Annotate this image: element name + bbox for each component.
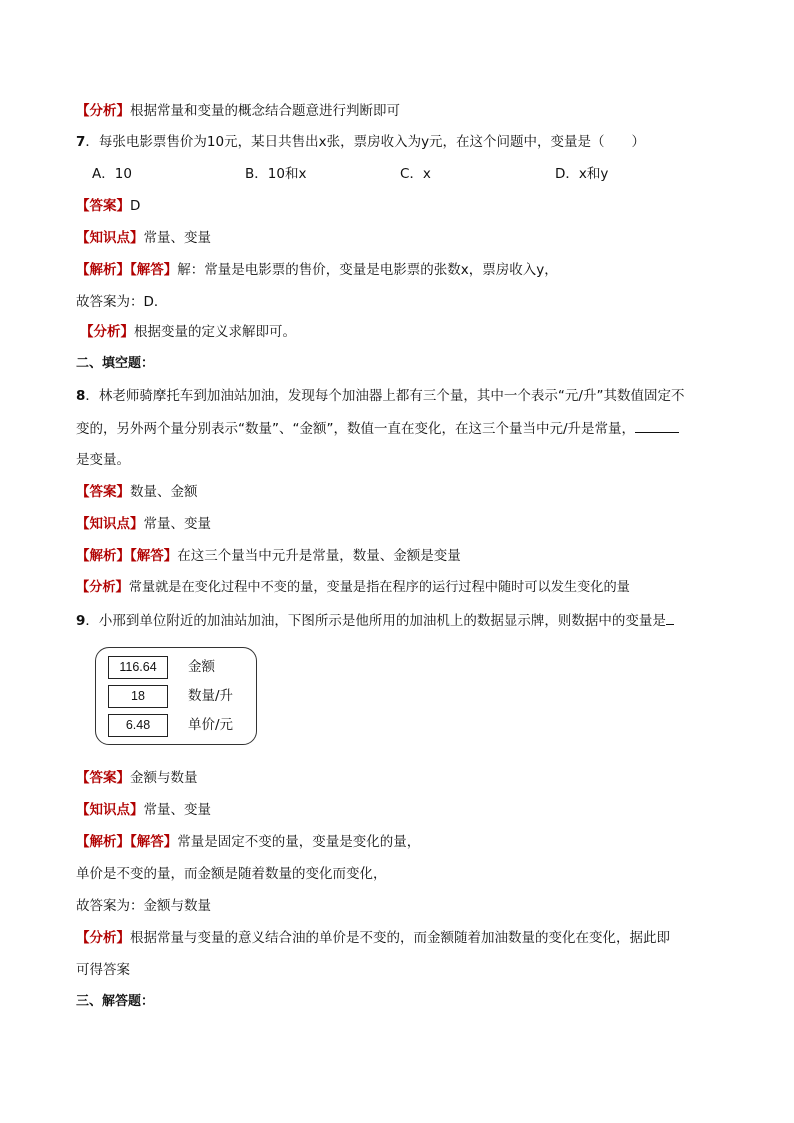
q8-analysis: 【分析】常量就是在变化过程中不变的量，变量是指在程序的运行过程中随时可以发生变化的量 [76,580,630,595]
display-value-amount: 116.64 [108,656,168,679]
q9-answer: 【答案】金额与数量 [76,770,198,786]
q8-answer: 【答案】数量、金额 [76,484,198,500]
q7-answer: 【答案】D [76,198,141,214]
q8-stem-line1: 8．林老师骑摩托车到加油站加油，发现每个加油器上都有三个量，其中一个表示“元/升”其数值固定不 [76,388,685,404]
q7-option-c: C．x [400,166,431,182]
q9-blank [666,610,674,625]
display-label-amount: 金额 [188,659,215,675]
q7-number: 7 [76,134,86,150]
q8-knowledge: 【知识点】常量、变量 [76,516,211,532]
display-label-quantity: 数量/升 [188,688,234,704]
analysis-tag: 【分析】 [76,103,130,119]
display-value-unit-price: 6.48 [108,714,168,737]
q7-option-a: A．10 [92,166,132,182]
prev-analysis-line [76,101,400,121]
q9-analysis-line1: 【分析】根据常量与变量的意义结合油的单价是不变的，而金额随着加油数量的变化在变化，据此即 [76,930,670,946]
q8-blank [635,418,679,433]
q9-knowledge: 【知识点】常量、变量 [76,802,211,818]
fuel-display-panel [95,647,257,745]
display-value-quantity: 18 [108,685,168,708]
q7-explain: 【解析】【解答】解：常量是电影票的售价，变量是电影票的张数x，票房收入y， [76,262,558,278]
section-2-heading: 二、填空题： [76,356,155,371]
q7-conclusion: 故答案为：D． [76,294,168,310]
q7-stem [76,132,645,152]
q8-stem-line3: 是变量。 [76,452,130,468]
q9-conclusion: 故答案为：金额与数量 [76,898,211,914]
q8-explain: 【解析】【解答】在这三个量当中元升是常量，数量、金额是变量 [76,548,461,564]
display-label-unit-price: 单价/元 [188,717,234,733]
q9-stem: 9．小邢到单位附近的加油站加油，下图所示是他所用的加油机上的数据显示牌，则数据中的变量是 [76,610,674,631]
q7-option-b: B．10和x [245,166,307,182]
q9-explain: 【解析】【解答】常量是固定不变的量，变量是变化的量， [76,834,421,850]
section-3-heading: 三、解答题： [76,994,155,1009]
q7-analysis: 【分析】根据变量的定义求解即可。 [80,324,296,340]
q8-stem-line2: 变的，另外两个量分别表示“数量”、“金额”，数值一直在变化，在这三个量当中元/升是常量， [76,418,679,439]
q7-stem-text: ．每张电影票售价为10元，某日共售出x张，票房收入为y元，在这个问题中，变量是（ ） [85,134,646,150]
q9-analysis-line2: 可得答案 [76,962,130,978]
q7-knowledge: 【知识点】常量、变量 [76,230,211,246]
q7-option-d: D．x和y [555,166,609,182]
q9-explain-2: 单价是不变的量，而金额是随着数量的变化而变化， [76,866,387,882]
analysis-text: 根据常量和变量的概念结合题意进行判断即可 [130,103,400,119]
